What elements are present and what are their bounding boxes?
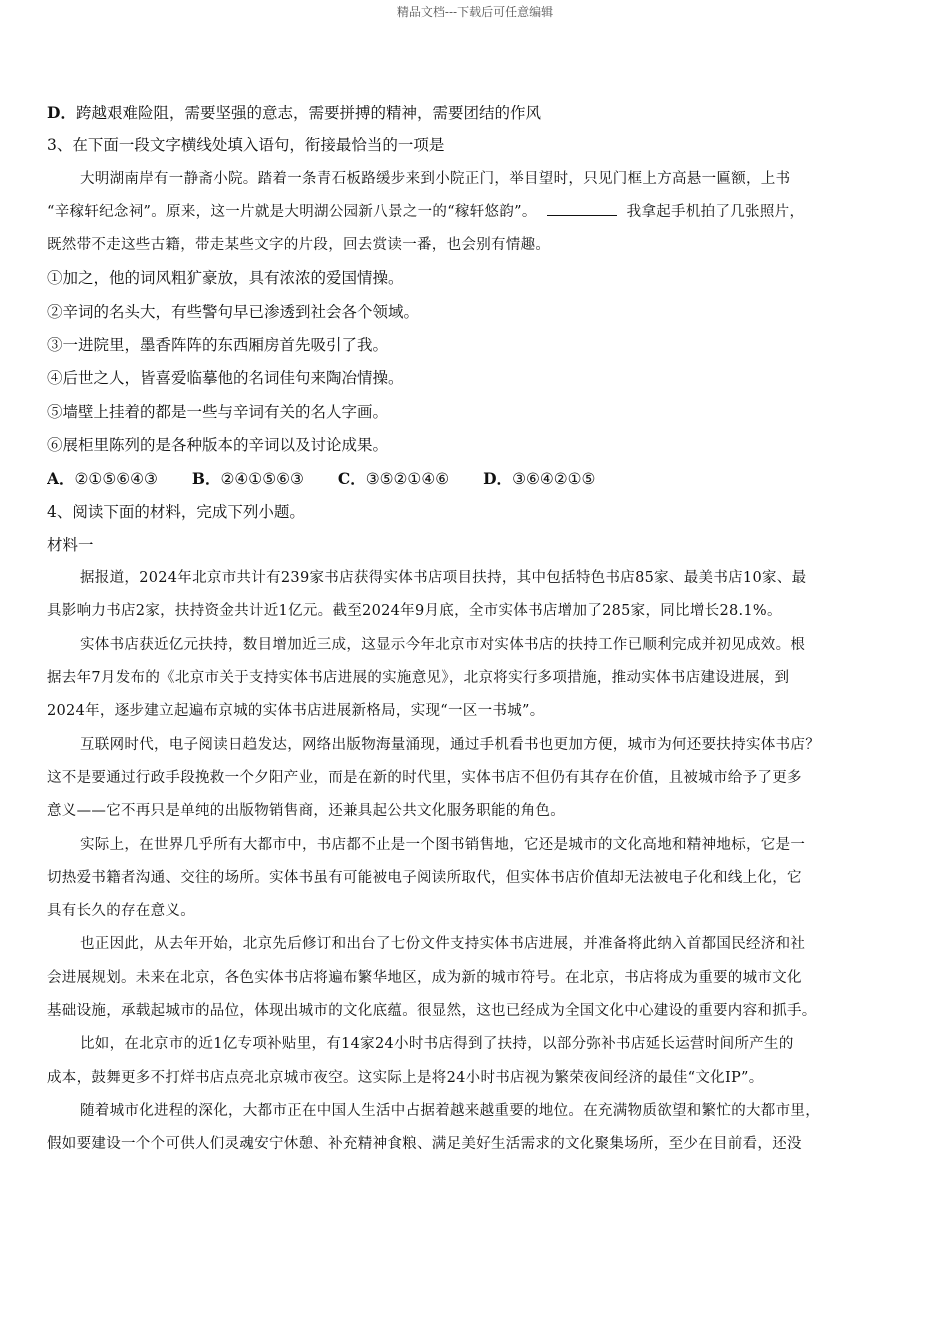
- option-c: [338, 462, 449, 495]
- material-line: 基础设施，承载起城市的品位，体现出城市的文化底蕴。很显然，这也已经成为全国文化中心建设的重要内容和抓手。: [47, 1003, 817, 1020]
- passage-text: “辛稼轩纪念祠”。原来，这一片就是大明湖公园新八景之一的“稼轩悠韵”。: [47, 203, 537, 220]
- option-d: [483, 462, 595, 495]
- q3-item-1: ①加之，他的词风粗犷豪放，具有浓浓的爱国情操。: [47, 269, 404, 288]
- material-line: 实体书店获近亿元扶持，数目增加近三成，这显示今年北京市对实体书店的扶持工作已顺利完成并初见成效。根: [80, 636, 806, 653]
- material-line: 据报道，2024年北京市共计有239家书店获得实体书店项目扶持，其中包括特色书店85家、最美书店10家、最: [80, 570, 807, 587]
- document-body: [47, 96, 905, 1162]
- option-a: [47, 462, 158, 495]
- material-line: 这不是要通过行政手段挽救一个夕阳产业，而是在新的时代里，实体书店不但仍有其存在价值，且被城市给予了更多: [47, 769, 802, 786]
- material-line: 互联网时代，电子阅读日趋发达，网络出版物海量涌现，通过手机看书也更加方便，城市为何还要扶持实体书店？: [80, 736, 820, 753]
- option-text: 跨越艰难险阻，需要坚强的意志，需要拼搏的精神，需要团结的作风: [75, 104, 541, 122]
- material-line: 也正因此，从去年开始，北京先后修订和出台了七份文件支持实体书店进展，并准备将此纳入首都国民经济和社: [80, 936, 806, 953]
- q3-item-2: ②辛词的名头大，有些警句早已渗透到社会各个领域。: [47, 302, 420, 321]
- option-b: [192, 462, 304, 495]
- option-letter: A．: [47, 469, 75, 489]
- q3-options: [47, 462, 905, 495]
- option-text: ②①⑤⑥④③: [74, 470, 158, 489]
- material-line: 实际上，在世界几乎所有大都市中，书店都不止是一个图书销售地，它还是城市的文化高地和精神地标，它是一: [80, 836, 806, 853]
- q3-item-4: ④后世之人，皆喜爱临摹他的名词佳句来陶冶情操。: [47, 369, 404, 388]
- q3-stem: 3、在下面一段文字横线处填入语句，衔接最恰当的一项是: [47, 136, 445, 155]
- material-line: 具有长久的存在意义。: [47, 903, 195, 920]
- option-letter: C．: [337, 469, 366, 489]
- material-line: 随着城市化进程的深化，大都市正在中国人生活中占据着越来越重要的地位。在充满物质欲望和繁忙的大都市里，: [80, 1102, 820, 1119]
- q3-passage-line-2: [47, 196, 905, 229]
- material-line: 比如，在北京市的近1亿专项补贴里，有14家24小时书店得到了扶持，以部分弥补书店延长运营时间所产生的: [80, 1036, 794, 1053]
- q2-option-d: [47, 96, 905, 129]
- q3-passage-line-1: 大明湖南岸有一静斋小院。踏着一条青石板路缓步来到小院正门，举目望时，只见门框上方高悬一匾额，上书: [80, 170, 791, 187]
- option-text: ③⑥④②①⑤: [512, 470, 596, 489]
- option-letter: D．: [483, 469, 513, 489]
- passage-text: 我拿起手机拍了几张照片，: [626, 203, 805, 220]
- option-letter: D．: [47, 103, 76, 122]
- material-line: 假如要建设一个个可供人们灵魂安宁休憩、补充精神食粮、满足美好生活需求的文化聚集场所，至少在目前看，还没: [47, 1136, 802, 1153]
- material-line: 意义——它不再只是单纯的出版物销售商，还兼具起公共文化服务职能的角色。: [47, 803, 565, 820]
- q3-item-3: ③一进院里，墨香阵阵的东西厢房首先吸引了我。: [47, 336, 389, 355]
- q4-stem: 4、阅读下面的材料，完成下列小题。: [47, 502, 305, 521]
- material-line: 据去年7月发布的《北京市关于支持实体书店进展的实施意见》，北京将实行多项措施，推动实体书店建设进展，到: [47, 670, 790, 687]
- fill-in-blank: [547, 199, 617, 216]
- page-header: 精品文档---下载后可任意编辑: [396, 5, 554, 19]
- material-line: 切热爱书籍者沟通、交往的场所。实体书虽有可能被电子阅读所取代，但实体书店价值却无法被电子化和线上化，它: [47, 869, 802, 886]
- q3-item-5: ⑤墙壁上挂着的都是一些与辛词有关的名人字画。: [47, 402, 389, 421]
- material-line: 具影响力书店2家，扶持资金共计近1亿元。截至2024年9月底，全市实体书店增加了285家，同比增长28.1%。: [47, 603, 782, 620]
- q3-passage-line-3: 既然带不走这些古籍，带走某些文字的片段，回去赏读一番，也会别有情趣。: [47, 237, 551, 254]
- option-text: ③⑤②①④⑥: [365, 470, 450, 489]
- q3-item-6: ⑥展柜里陈列的是各种版本的辛词以及讨论成果。: [47, 435, 389, 454]
- material-line: 会进展规划。未来在北京，各色实体书店将遍布繁华地区，成为新的城市符号。在北京，书店将成为重要的城市文化: [47, 969, 802, 986]
- option-letter: B．: [191, 469, 221, 489]
- option-text: ②④①⑤⑥③: [220, 470, 304, 489]
- material-line: 成本，鼓舞更多不打烊书店点亮北京城市夜空。这实际上是将24小时书店视为繁荣夜间经济的最佳“文化IP”。: [47, 1069, 764, 1086]
- material-label: 材料一: [47, 535, 94, 554]
- material-line: 2024年，逐步建立起遍布京城的实体书店进展新格局，实现“一区一书城”。: [47, 703, 545, 720]
